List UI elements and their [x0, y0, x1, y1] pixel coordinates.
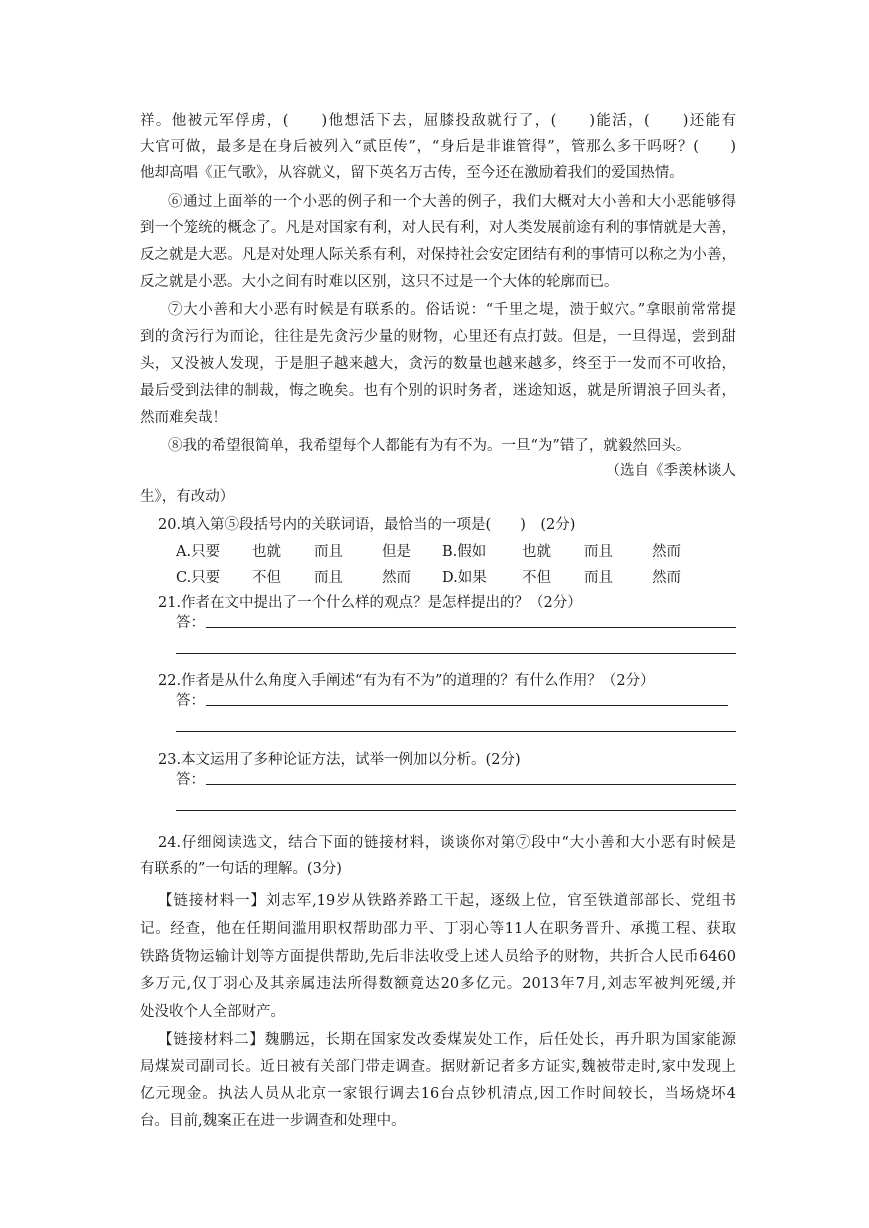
m1-line-3: 铁路货物运输计划等方面提供帮助,先后非法收受上述人员给予的财物，共折合人民币6460	[140, 949, 736, 965]
p5-line-3: 他却高唱《正气歌》，从容就义，留下英名万古传，至今还在激励着我们的爱国热情。	[140, 165, 684, 181]
q21-answer-line-1[interactable]	[206, 627, 736, 628]
p5-line-1: 祥。他被元军俘虏，( )他想活下去，屈膝投敌就行了，( )能活，( )还能有	[140, 113, 736, 129]
q22-answer-label: 答：	[176, 693, 205, 709]
q20-option-d-word4: 然而	[652, 570, 681, 586]
m2-line-1: 【链接材料二】魏鹏远，长期在国家发改委煤炭处工作，后任处长，再升职为国家能源	[158, 1032, 736, 1048]
source-line-1: （选自《季羡林谈人	[605, 463, 736, 479]
q24-line-1: 24.仔细阅读选文，结合下面的链接材料，谈谈你对第⑦段中“大小善和大小恶有时候是	[158, 835, 736, 851]
q21-answer-line-2[interactable]	[176, 653, 736, 654]
q20-stem: 20.填入第⑤段括号内的关联词语，最恰当的一项是( ) (2分)	[158, 517, 576, 533]
q21-answer-label: 答：	[176, 615, 205, 631]
q24-line-2: 有联系的”一句话的理解。(3分)	[140, 861, 342, 877]
source-line-2: 生》，有改动）	[140, 489, 235, 505]
m1-line-1: 【链接材料一】刘志军,19岁从铁路养路工干起，逐级上位，官至铁道部部长、党组书	[158, 893, 736, 909]
p6-line-1: ⑥通过上面举的一个小恶的例子和一个大善的例子，我们大概对大小善和大小恶能够得	[168, 194, 736, 210]
q23-answer-label: 答：	[176, 772, 205, 788]
m2-line-2: 局煤炭司副司长。近日被有关部门带走调查。据财新记者多方证实,魏被带走时,家中发现上	[140, 1059, 736, 1075]
q20-option-a-word3: 而且	[314, 544, 343, 560]
p7-line-3: 头，又没被人发现，于是胆子越来越大，贪污的数量也越来越多，终至于一发而不可收拾，	[140, 356, 736, 372]
q20-option-a: A.只要	[176, 544, 221, 560]
q22-answer-line-2[interactable]	[176, 731, 736, 732]
q23-answer-line-2[interactable]	[176, 810, 736, 811]
p6-line-3: 反之就是大恶。凡是对处理人际关系有利，对保持社会安定团结有利的事情可以称之为小善，	[140, 247, 736, 263]
m1-line-2: 记。经查，他在任期间滥用职权帮助邵力平、丁羽心等11人在职务晋升、承揽工程、获取	[140, 921, 736, 937]
q20-option-b: B.假如	[442, 544, 487, 560]
p7-line-4: 最后受到法律的制裁，悔之晚矣。也有个别的识时务者，迷途知返，就是所谓浪子回头者，	[140, 383, 736, 399]
p7-line-1: ⑦大小善和大小恶有时候是有联系的。俗话说：“千里之堤，溃于蚁穴。”拿眼前常常提	[168, 302, 736, 318]
q20-option-d: D.如果	[442, 570, 487, 586]
q23-stem: 23.本文运用了多种论证方法，试举一例加以分析。(2分)	[158, 752, 521, 768]
q21-stem: 21.作者在文中提出了一个什么样的观点？是怎样提出的？（2分）	[158, 595, 582, 611]
m2-line-3: 亿元现金。执法人员从北京一家银行调去16台点钞机清点,因工作时间较长，当场烧坏4	[140, 1086, 736, 1102]
q20-option-b-word3: 而且	[584, 544, 613, 560]
m2-line-4: 台。目前,魏案正在进一步调查和处理中。	[140, 1113, 406, 1129]
q20-option-a-word2: 也就	[252, 544, 281, 560]
p7-line-5: 然而难矣哉！	[140, 410, 227, 426]
q22-answer-line-1[interactable]	[206, 705, 728, 706]
p6-line-4: 反之就是小恶。大小之间有时难以区别，这只不过是一个大体的轮廓而已。	[140, 274, 619, 290]
q20-option-d-word3: 而且	[584, 570, 613, 586]
m1-line-4: 多万元,仅丁羽心及其亲属违法所得数额竟达20多亿元。2013年7月,刘志军被判死缓,并	[140, 976, 736, 992]
p7-line-2: 到的贪污行为而论，往往是先贪污少量的财物，心里还有点打鼓。但是，一旦得逞，尝到甜	[140, 329, 736, 345]
q20-option-d-word2: 不但	[522, 570, 551, 586]
q20-option-c-word3: 而且	[314, 570, 343, 586]
q23-answer-line-1[interactable]	[206, 784, 736, 785]
p6-line-2: 到一个笼统的概念了。凡是对国家有利，对人民有利，对人类发展前途有利的事情就是大善，	[140, 220, 736, 236]
m1-line-5: 处没收个人全部财产。	[140, 1004, 285, 1020]
q20-option-c-word4: 然而	[382, 570, 411, 586]
p5-line-2: 大官可做，最多是在身后被列入“贰臣传”，“身后是非谁管得”，管那么多干吗呀？( )	[140, 139, 736, 155]
q22-stem: 22.作者是从什么角度入手阐述“有为有不为”的道理的？有什么作用？（2分）	[158, 673, 655, 689]
p8-line: ⑧我的希望很简单，我希望每个人都能有为有不为。一旦“为”错了，就毅然回头。	[168, 438, 691, 454]
q20-option-b-word2: 也就	[522, 544, 551, 560]
q20-option-b-word4: 然而	[652, 544, 681, 560]
q20-option-c: C.只要	[176, 570, 221, 586]
q20-option-c-word2: 不但	[252, 570, 281, 586]
q20-option-a-word4: 但是	[382, 544, 411, 560]
